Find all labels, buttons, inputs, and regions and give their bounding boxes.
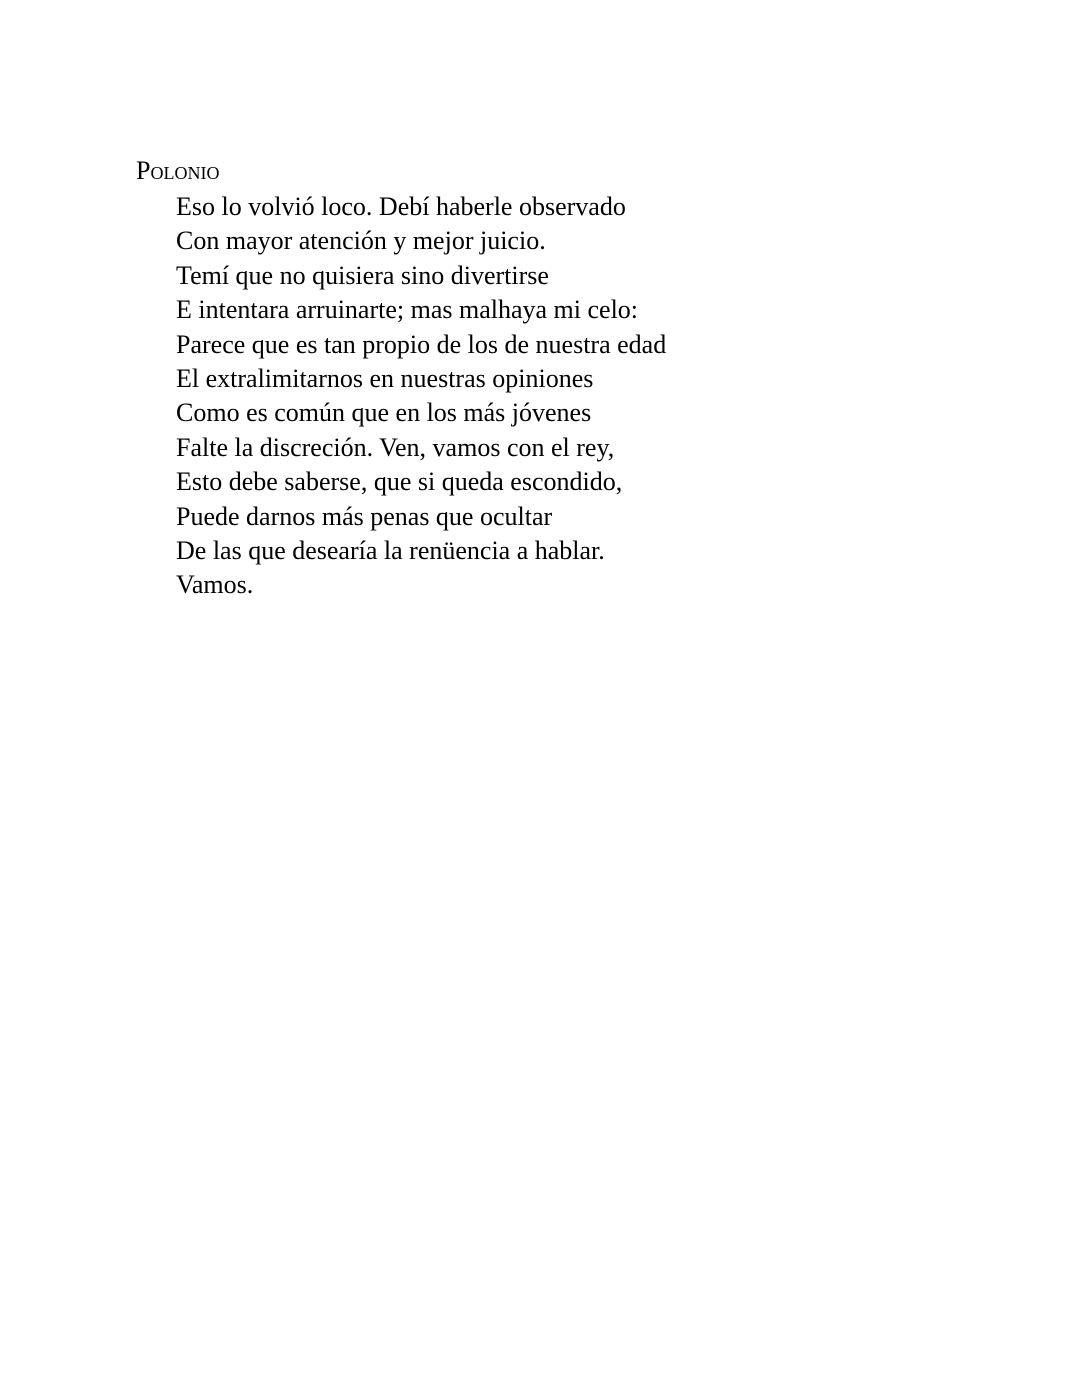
verse-line: Con mayor atención y mejor juicio. <box>176 226 546 256</box>
verse-block <box>176 190 666 603</box>
verse-line: Parece que es tan propio de los de nuestra edad <box>176 329 667 359</box>
verse-line: E intentara arruinarte; mas malhaya mi celo: <box>176 295 639 325</box>
verse-line: Vamos. <box>176 570 254 600</box>
verse-line: Eso lo volvió loco. Debí haberle observado <box>176 192 626 221</box>
verse-line: Puede darnos más penas que ocultar <box>176 501 553 531</box>
verse-line: Esto debe saberse, que si queda escondido, <box>176 467 623 497</box>
speaker-name: Polonio <box>136 156 220 185</box>
verse-line: Como es común que en los más jóvenes <box>176 398 592 428</box>
verse-line: El extralimitarnos en nuestras opiniones <box>176 364 594 394</box>
verse-line: Falte la discreción. Ven, vamos con el rey, <box>176 432 615 462</box>
verse-line: De las que desearía la renüencia a hablar. <box>176 536 605 566</box>
verse-line: Temí que no quisiera sino divertirse <box>176 260 549 290</box>
